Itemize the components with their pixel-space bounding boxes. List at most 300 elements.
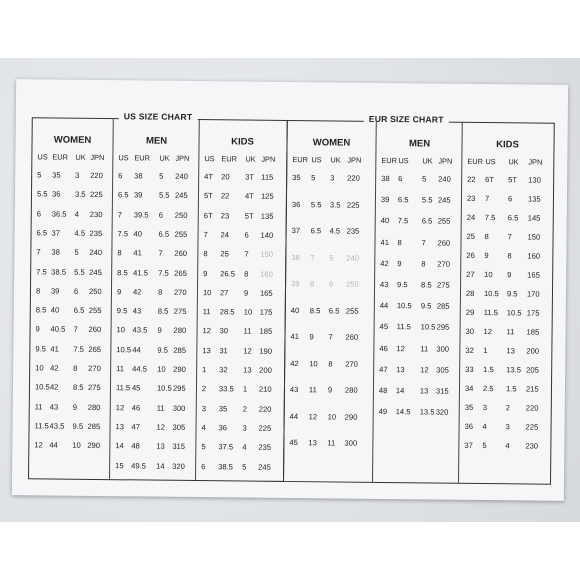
size-row: [285, 332, 373, 345]
size-cell: 9: [484, 251, 489, 261]
size-cell: 8: [397, 237, 402, 247]
size-cell: 11: [156, 403, 165, 413]
size-cell: 315: [435, 386, 449, 396]
size-cell: 225: [258, 423, 272, 433]
size-cell: 7: [484, 194, 490, 204]
size-cell: 38: [381, 173, 390, 184]
size-cell: 2.5: [482, 384, 494, 394]
size-cell: 8.5: [309, 305, 321, 315]
size-cell: 140: [260, 230, 274, 240]
size-cell: 7.5: [484, 213, 496, 223]
size-row: [285, 358, 373, 371]
size-row: [197, 404, 283, 417]
size-row: [199, 172, 285, 185]
size-cell: 6T: [203, 210, 213, 220]
size-cell: 8.5: [421, 280, 432, 290]
size-cell: 8.5: [35, 305, 47, 315]
size-cell: 280: [173, 326, 187, 336]
size-cell: 1.5: [505, 384, 517, 394]
size-cell: 3: [201, 403, 207, 413]
size-cell: 7.5: [73, 344, 84, 354]
size-cell: 12: [308, 411, 318, 421]
size-row: [30, 363, 110, 376]
size-cell: 305: [436, 365, 449, 375]
size-cell: 1: [242, 384, 248, 394]
size-cell: 11: [116, 364, 125, 374]
size-row: [198, 307, 284, 320]
size-row: [110, 441, 196, 454]
size-row: [375, 322, 461, 335]
size-cell: 7.5: [397, 216, 409, 226]
size-cell: 260: [174, 248, 188, 259]
size-cell: 5: [74, 247, 79, 257]
size-cell: 10.5: [506, 308, 522, 318]
size-cell: 305: [172, 422, 186, 432]
size-cell: 4: [505, 441, 510, 451]
size-cell: 47: [131, 422, 141, 432]
size-cell: 11.5: [115, 383, 131, 393]
size-cell: 6.5: [507, 213, 519, 223]
size-cell: 38.5: [218, 461, 233, 471]
size-cell: 270: [437, 259, 451, 269]
size-cell: 34: [464, 383, 474, 393]
size-row: [376, 216, 462, 229]
size-row: [111, 364, 197, 377]
size-cell: 190: [259, 346, 273, 356]
size-cell: 45: [289, 438, 298, 448]
size-row: [112, 287, 198, 300]
column-header-jpn: JPN: [90, 152, 105, 163]
size-cell: 250: [88, 286, 102, 296]
size-cell: 125: [260, 191, 274, 202]
size-cell: 12: [202, 326, 212, 336]
size-cell: 45: [131, 383, 141, 393]
size-cell: 150: [260, 249, 274, 260]
size-cell: 6: [329, 279, 334, 289]
size-cell: 6T: [485, 175, 495, 185]
size-cell: 145: [527, 213, 541, 223]
size-cell: 40: [50, 305, 60, 315]
size-cell: 44: [132, 345, 141, 355]
size-cell: 235: [346, 226, 360, 236]
size-cell: 12: [420, 365, 429, 375]
size-row: [31, 305, 111, 318]
size-cell: 10: [35, 363, 44, 373]
size-cell: 7: [328, 332, 333, 342]
size-row: [32, 209, 112, 222]
size-row: [460, 346, 550, 359]
size-cell: 9: [72, 402, 78, 412]
column-header-us: US: [398, 156, 409, 166]
size-cell: 285: [436, 301, 450, 311]
size-cell: 7: [421, 237, 426, 248]
size-row: [198, 230, 284, 243]
size-cell: 280: [344, 385, 358, 395]
size-cell: 9: [243, 288, 249, 298]
size-cell: 11.5: [483, 308, 499, 318]
size-cell: 230: [525, 441, 539, 451]
size-cell: 5.5: [74, 267, 85, 277]
size-row: [287, 199, 375, 212]
size-row: [462, 213, 552, 226]
size-cell: 4: [201, 422, 206, 433]
size-row: [461, 289, 551, 302]
size-cell: 32: [465, 345, 474, 355]
size-cell: 245: [258, 462, 271, 472]
size-cell: 8: [328, 358, 333, 368]
size-cell: 135: [260, 211, 274, 221]
column-header-eur: EUR: [292, 155, 309, 165]
size-cell: 8: [484, 232, 489, 242]
column-header-eur: EUR: [52, 152, 69, 162]
size-cell: 3.5: [74, 190, 86, 200]
column-header-us: US: [204, 154, 215, 164]
size-row: [374, 343, 460, 356]
size-cell: 5.5: [36, 189, 48, 199]
size-cell: 2: [505, 403, 511, 413]
size-cell: 13: [396, 364, 405, 375]
size-cell: 5T: [508, 175, 518, 185]
size-cell: 5T: [244, 211, 254, 221]
size-row: [31, 286, 111, 299]
size-cell: 28.5: [219, 307, 235, 317]
size-cell: 13: [308, 438, 317, 448]
size-cell: 13.5: [506, 365, 522, 375]
size-row: [30, 402, 110, 415]
us-size-groups: [33, 118, 287, 472]
size-cell: 9: [116, 286, 122, 297]
size-cell: 175: [259, 307, 273, 317]
size-cell: 205: [526, 365, 539, 375]
eur-size-chart-title: EUR SIZE CHART: [364, 114, 449, 125]
size-cell: 42: [49, 382, 59, 392]
size-cell: 13: [506, 346, 515, 356]
size-row: [374, 386, 460, 399]
column-header-eur: EUR: [134, 153, 151, 163]
women-group-title: WOMEN: [312, 137, 351, 149]
size-cell: 13: [419, 386, 429, 396]
size-cell: 165: [259, 288, 273, 298]
size-cell: 22: [220, 191, 230, 201]
size-cell: 42: [380, 258, 389, 268]
size-cell: 11: [34, 401, 43, 412]
size-cell: 26: [466, 250, 475, 260]
size-cell: 240: [89, 248, 103, 258]
size-cell: 6.5: [158, 229, 170, 239]
size-row: [287, 226, 375, 239]
size-cell: 12: [396, 343, 405, 353]
size-cell: 130: [528, 175, 541, 185]
size-chart-card: [12, 79, 568, 501]
size-row: [197, 346, 283, 359]
size-cell: 6.5: [310, 226, 322, 236]
size-cell: 6.5: [36, 228, 48, 238]
size-cell: 135: [527, 194, 541, 204]
size-cell: 43.5: [49, 421, 65, 431]
size-cell: 5: [242, 462, 247, 472]
size-cell: 15: [115, 460, 124, 470]
size-cell: 11: [202, 307, 211, 317]
size-cell: 6.5: [117, 190, 129, 200]
size-cell: 160: [527, 251, 541, 261]
size-cell: 9.5: [157, 345, 168, 355]
size-cell: 6.5: [328, 305, 340, 316]
size-cell: 23: [466, 193, 476, 203]
size-cell: 6: [158, 210, 164, 220]
size-row: [461, 270, 551, 283]
size-cell: 9.5: [506, 289, 518, 299]
size-row: [286, 279, 374, 292]
size-cell: 7: [36, 247, 41, 257]
us-size-chart-title: US SIZE CHART: [119, 111, 198, 122]
size-cell: 4.5: [329, 226, 341, 236]
size-cell: 31: [219, 345, 228, 356]
size-cell: 41: [50, 344, 59, 354]
size-cell: 225: [346, 200, 360, 210]
size-cell: 8: [157, 287, 163, 297]
size-cell: 320: [435, 407, 449, 417]
size-cell: 8: [310, 279, 315, 289]
size-cell: 23: [220, 210, 230, 220]
size-cell: 10: [309, 358, 318, 368]
size-row: [198, 269, 284, 282]
size-cell: 260: [88, 325, 102, 335]
size-cell: 25: [466, 231, 476, 241]
size-cell: 9: [507, 270, 512, 280]
size-row: [113, 210, 199, 223]
size-cell: 9.5: [72, 421, 84, 431]
size-cell: 160: [260, 269, 273, 279]
size-cell: 8.5: [117, 267, 128, 277]
size-row: [462, 175, 552, 188]
size-cell: 295: [436, 322, 450, 333]
size-cell: 7: [244, 249, 249, 259]
size-cell: 275: [173, 306, 187, 317]
size-cell: 14: [115, 441, 124, 451]
size-cell: 260: [345, 332, 359, 342]
size-cell: 10.5: [396, 301, 412, 311]
size-cell: 165: [527, 270, 540, 280]
size-cell: 5: [311, 173, 316, 183]
size-cell: 43: [49, 402, 59, 412]
size-row: [111, 345, 197, 358]
size-cell: 6: [398, 174, 403, 184]
size-row: [196, 423, 282, 436]
column-header-jpn: JPN: [528, 157, 543, 167]
men-group-title: MEN: [408, 138, 431, 150]
size-row: [197, 384, 283, 397]
size-cell: 3T: [245, 172, 255, 182]
size-cell: 48: [131, 441, 140, 451]
size-cell: 40: [290, 305, 300, 315]
size-row: [460, 403, 550, 416]
kids-size-group: [458, 123, 553, 484]
size-cell: 245: [437, 195, 451, 205]
size-cell: 4: [242, 442, 247, 452]
size-cell: 315: [172, 441, 186, 452]
size-cell: 43: [380, 279, 389, 290]
size-cell: 255: [88, 305, 102, 316]
size-cell: 8: [421, 259, 426, 269]
size-cell: 290: [87, 441, 101, 451]
size-cell: 10: [202, 287, 212, 297]
size-cell: 10.5: [116, 344, 132, 355]
size-row: [374, 407, 460, 420]
size-cell: 33.5: [218, 384, 234, 394]
size-cell: 48: [378, 385, 388, 396]
size-cell: 300: [172, 403, 186, 413]
size-row: [462, 194, 552, 207]
size-row: [375, 301, 461, 314]
column-header-us: US: [485, 157, 496, 167]
size-cell: 9: [397, 258, 402, 268]
size-row: [376, 195, 462, 208]
size-cell: 8: [73, 363, 78, 373]
size-row: [198, 249, 284, 262]
size-row: [460, 384, 550, 397]
size-cell: 44: [379, 301, 389, 311]
size-cell: 11.5: [396, 322, 411, 332]
size-row: [196, 462, 282, 475]
size-cell: 4: [482, 422, 487, 432]
size-row: [112, 268, 198, 281]
size-row: [287, 173, 375, 186]
size-cell: 30: [219, 326, 229, 336]
size-cell: 6: [36, 208, 42, 218]
size-row: [30, 325, 110, 338]
size-cell: 46: [131, 402, 141, 413]
size-cell: 11: [327, 438, 336, 448]
size-cell: 240: [438, 174, 451, 184]
size-cell: 8: [244, 269, 249, 279]
size-row: [31, 247, 111, 260]
size-row: [112, 248, 198, 261]
size-cell: 36: [51, 189, 61, 199]
size-cell: 8.5: [72, 383, 84, 393]
size-cell: 37.5: [218, 442, 234, 452]
size-cell: 28: [465, 288, 475, 298]
size-cell: 320: [172, 461, 185, 471]
size-cell: 290: [173, 364, 186, 374]
size-cell: 5T: [203, 191, 213, 201]
size-cell: 44.5: [132, 364, 147, 374]
size-cell: 42: [290, 358, 299, 368]
column-header-eur: EUR: [221, 154, 238, 164]
size-cell: 44: [289, 411, 299, 421]
us-size-chart-panel: [28, 111, 288, 482]
size-row: [461, 308, 551, 321]
size-cell: 5: [422, 174, 427, 184]
size-cell: 1: [202, 365, 207, 375]
size-row: [197, 365, 283, 378]
size-cell: 1.5: [483, 365, 494, 375]
size-cell: 13: [156, 441, 165, 451]
size-cell: 6.5: [421, 216, 433, 226]
size-row: [374, 365, 460, 378]
column-header-uk: UK: [330, 155, 341, 165]
size-cell: 37: [51, 228, 61, 238]
size-cell: 3: [505, 422, 510, 432]
size-cell: 39: [380, 195, 390, 205]
size-cell: 10.5: [156, 383, 172, 394]
size-row: [459, 441, 549, 454]
size-cell: 3: [242, 423, 247, 433]
size-cell: 285: [87, 421, 101, 431]
column-header-eur: EUR: [467, 156, 484, 167]
size-cell: 35: [292, 173, 301, 183]
size-row: [460, 365, 550, 378]
size-row: [286, 252, 374, 265]
size-cell: 32: [219, 365, 228, 375]
size-cell: 295: [172, 384, 186, 394]
size-row: [460, 327, 550, 340]
size-cell: 10: [243, 307, 253, 317]
size-row: [199, 191, 285, 204]
size-cell: 4T: [204, 172, 214, 182]
size-cell: 22: [467, 174, 476, 184]
kids-group-title: KIDS: [496, 139, 519, 151]
size-cell: 215: [525, 384, 539, 394]
size-cell: 275: [87, 383, 101, 393]
size-cell: 2: [201, 384, 207, 394]
size-cell: 8.5: [157, 306, 169, 316]
size-row: [111, 326, 197, 339]
size-cell: 12: [156, 422, 166, 432]
size-cell: 235: [258, 442, 272, 452]
size-cell: 270: [88, 363, 101, 374]
column-header-us: US: [118, 153, 129, 163]
size-cell: 6: [244, 230, 249, 240]
size-cell: 9.5: [116, 306, 128, 316]
size-cell: 6.5: [397, 195, 409, 205]
size-cell: 11: [420, 343, 429, 354]
size-cell: 5.5: [421, 195, 433, 205]
size-cell: 7.5: [158, 268, 169, 278]
size-row: [111, 383, 197, 396]
size-cell: 11: [243, 326, 252, 336]
size-row: [110, 422, 196, 435]
size-cell: 275: [437, 280, 450, 290]
size-row: [461, 232, 551, 245]
size-cell: 265: [174, 268, 187, 278]
size-cell: 220: [525, 403, 539, 413]
size-cell: 12: [115, 402, 125, 412]
size-cell: 270: [345, 359, 358, 369]
women-size-group: [284, 121, 376, 482]
size-cell: 4T: [244, 191, 254, 201]
size-cell: 8: [117, 248, 122, 258]
size-cell: 300: [436, 344, 450, 354]
size-cell: 44: [49, 440, 58, 450]
size-cell: 39: [133, 190, 143, 200]
size-cell: 13: [115, 422, 125, 432]
size-cell: 175: [526, 308, 540, 318]
size-cell: 40.5: [50, 324, 66, 335]
size-cell: 10.5: [420, 322, 436, 332]
size-cell: 115: [261, 172, 274, 182]
size-cell: 210: [258, 384, 272, 395]
size-cell: 1: [483, 346, 488, 356]
size-cell: 13: [243, 365, 252, 375]
men-group-title: MEN: [145, 135, 168, 147]
size-cell: 35: [464, 402, 474, 412]
size-cell: 43: [289, 385, 299, 395]
size-cell: 265: [88, 344, 102, 354]
column-header-uk: UK: [508, 157, 519, 167]
size-cell: 33: [465, 364, 474, 374]
size-cell: 27: [466, 269, 475, 279]
eur-size-chart-panel: [283, 113, 555, 485]
